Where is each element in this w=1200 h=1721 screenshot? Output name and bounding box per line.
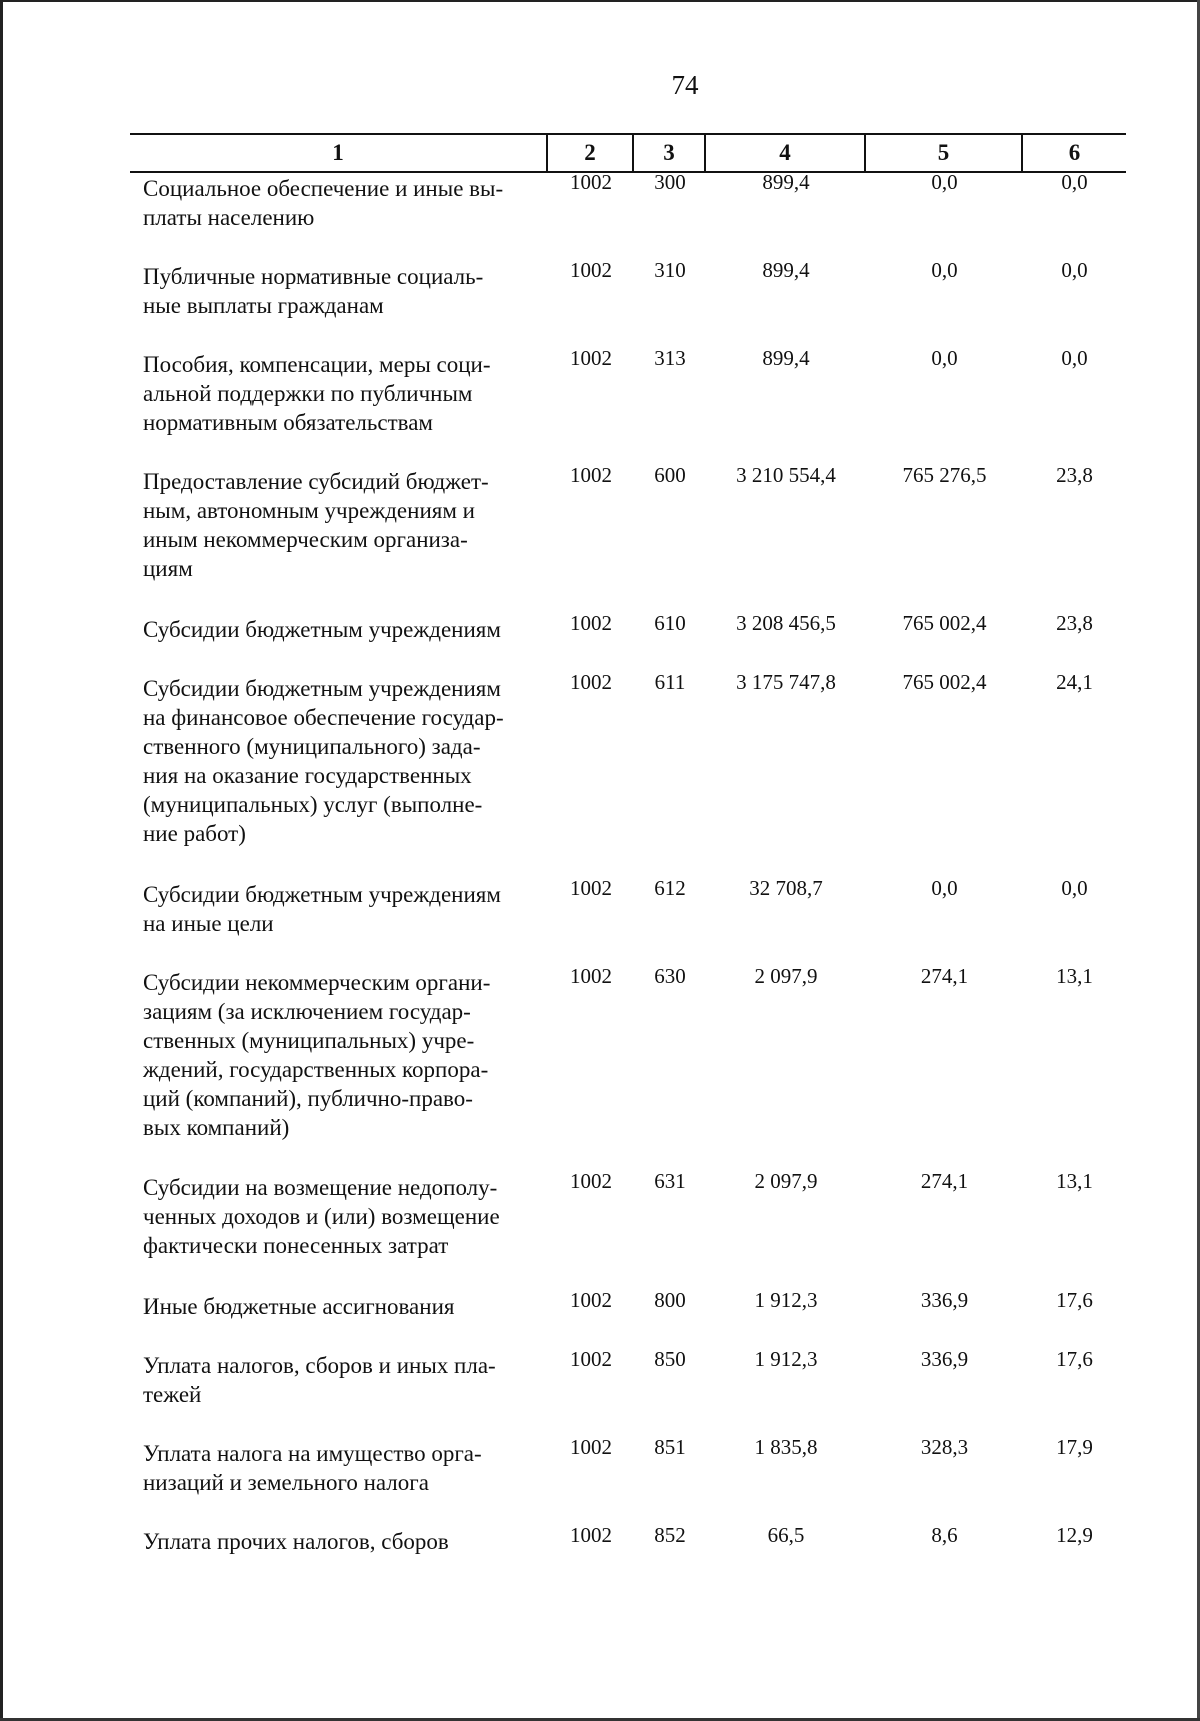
cell-col-5: 0,0 <box>931 876 958 900</box>
cell-col-4: 1 835,8 <box>754 1435 818 1459</box>
column-header-1: 1 <box>130 135 548 171</box>
cell-col-5: 328,3 <box>920 1435 969 1459</box>
cell-col-3: 313 <box>654 346 686 370</box>
cell-col-4: 899,4 <box>762 346 810 370</box>
cell-col-4: 1 912,3 <box>754 1347 818 1371</box>
row-label: Социальное обеспечение и иные вы- платы населению <box>143 176 504 230</box>
cell-col-6: 13,1 <box>1056 964 1093 988</box>
cell-col-4: 3 208 456,5 <box>736 611 836 635</box>
cell-col-2: 1002 <box>570 1435 612 1459</box>
page-number: 74 <box>671 70 699 100</box>
cell-col-6: 17,6 <box>1056 1288 1093 1312</box>
cell-col-2: 1002 <box>570 1523 612 1547</box>
cell-col-4: 899,4 <box>762 170 810 194</box>
cell-col-4: 32 708,7 <box>749 876 823 900</box>
cell-col-6: 23,8 <box>1056 611 1093 635</box>
cell-col-5: 336,9 <box>920 1347 969 1371</box>
cell-col-6: 0,0 <box>1061 346 1088 370</box>
cell-col-3: 850 <box>654 1347 686 1371</box>
cell-col-2: 1002 <box>570 346 612 370</box>
row-label: Предоставление субсидий бюджет- ным, автономным учреждениям и иным некоммерческим организа- циям <box>143 469 489 581</box>
cell-col-5: 765 276,5 <box>902 463 987 487</box>
cell-col-6: 17,6 <box>1056 1347 1093 1371</box>
cell-col-3: 310 <box>654 258 686 282</box>
cell-col-4: 899,4 <box>762 258 810 282</box>
scan-edge-top <box>0 0 1200 2</box>
row-label: Уплата прочих налогов, сборов <box>143 1529 449 1554</box>
cell-col-2: 1002 <box>570 1288 612 1312</box>
cell-col-2: 1002 <box>570 876 612 900</box>
scan-edge-left <box>0 0 3 1721</box>
cell-col-5: 274,1 <box>920 1169 969 1193</box>
cell-col-3: 800 <box>654 1288 686 1312</box>
cell-col-3: 631 <box>654 1169 686 1193</box>
column-header-3: 3 <box>634 135 706 171</box>
column-header-5: 5 <box>866 135 1023 171</box>
cell-col-3: 612 <box>654 876 686 900</box>
cell-col-6: 12,9 <box>1056 1523 1093 1547</box>
cell-col-2: 1002 <box>570 670 612 694</box>
row-label: Иные бюджетные ассигнования <box>143 1294 455 1319</box>
cell-col-5: 8,6 <box>931 1523 958 1547</box>
cell-col-5: 274,1 <box>920 964 969 988</box>
cell-col-2: 1002 <box>570 964 612 988</box>
cell-col-2: 1002 <box>570 170 612 194</box>
cell-col-4: 2 097,9 <box>754 1169 818 1193</box>
cell-col-3: 300 <box>654 170 686 194</box>
cell-col-6: 17,9 <box>1056 1435 1093 1459</box>
row-label: Публичные нормативные социаль- ные выплаты гражданам <box>143 264 484 318</box>
table-header <box>130 133 1126 173</box>
cell-col-3: 851 <box>654 1435 686 1459</box>
cell-col-3: 630 <box>654 964 686 988</box>
cell-col-3: 611 <box>654 670 686 694</box>
row-label: Субсидии на возмещение недополу- ченных доходов и (или) возмещение фактически понесенных затрат <box>143 1175 500 1258</box>
cell-col-4: 3 210 554,4 <box>736 463 836 487</box>
cell-col-5: 0,0 <box>931 258 958 282</box>
cell-col-2: 1002 <box>570 258 612 282</box>
column-header-2: 2 <box>548 135 634 171</box>
row-label: Субсидии бюджетным учреждениям на финансовое обеспечение государ- ственного (муниципального) зада- ния на оказание государственных (муниципальных) услуг (выполне- ние работ) <box>143 676 504 846</box>
row-label: Субсидии бюджетным учреждениям на иные цели <box>143 882 501 936</box>
column-header-6: 6 <box>1068 140 1081 165</box>
cell-col-5: 0,0 <box>931 346 958 370</box>
cell-col-6: 0,0 <box>1061 876 1088 900</box>
cell-col-4: 3 175 747,8 <box>736 670 836 694</box>
cell-col-3: 610 <box>654 611 686 635</box>
cell-col-2: 1002 <box>570 1169 612 1193</box>
row-label: Уплата налога на имущество орга- низаций и земельного налога <box>143 1441 482 1495</box>
cell-col-4: 2 097,9 <box>754 964 818 988</box>
cell-col-5: 765 002,4 <box>902 611 987 635</box>
cell-col-5: 765 002,4 <box>902 670 987 694</box>
cell-col-4: 66,5 <box>767 1523 805 1547</box>
cell-col-3: 600 <box>654 463 686 487</box>
cell-col-4: 1 912,3 <box>754 1288 818 1312</box>
row-label: Уплата налогов, сборов и иных пла- тежей <box>143 1353 496 1407</box>
row-label: Пособия, компенсации, меры соци- альной поддержки по публичным нормативным обязательствам <box>143 352 491 435</box>
row-label: Субсидии некоммерческим органи- зациям (за исключением государ- ственных (муниципальных) учре- ждений, государственных корпора- ций (компаний), публично-право- вых компаний) <box>143 970 491 1140</box>
cell-col-6: 24,1 <box>1056 670 1093 694</box>
cell-col-6: 0,0 <box>1061 170 1088 194</box>
cell-col-6: 23,8 <box>1056 463 1093 487</box>
cell-col-3: 852 <box>654 1523 686 1547</box>
row-label: Субсидии бюджетным учреждениям <box>143 617 501 642</box>
cell-col-2: 1002 <box>570 611 612 635</box>
cell-col-5: 336,9 <box>920 1288 969 1312</box>
cell-col-6: 0,0 <box>1061 258 1088 282</box>
cell-col-5: 0,0 <box>931 170 958 194</box>
cell-col-2: 1002 <box>570 1347 612 1371</box>
cell-col-6: 13,1 <box>1056 1169 1093 1193</box>
cell-col-2: 1002 <box>570 463 612 487</box>
column-header-4: 4 <box>706 135 866 171</box>
